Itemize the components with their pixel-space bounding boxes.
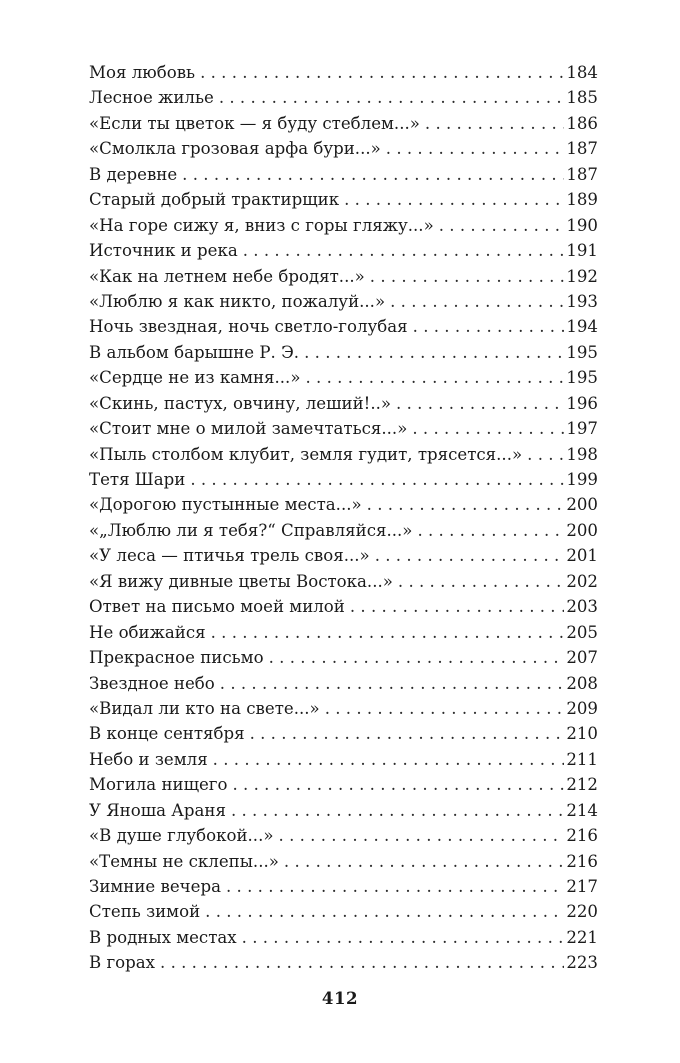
dot-leader [350, 594, 564, 619]
toc-entry-page: 202 [566, 571, 598, 591]
dot-leader [425, 111, 564, 136]
toc-entry [89, 492, 598, 517]
toc-entry [89, 950, 598, 975]
dot-leader [386, 136, 565, 161]
toc-entry [89, 85, 598, 110]
toc-entry [89, 594, 598, 619]
toc-entry [89, 747, 598, 772]
toc-entry-title: «Дорогою пустынные места...» [89, 495, 362, 515]
toc-entry-title: Степь зимой [89, 902, 201, 922]
dot-leader [243, 238, 565, 263]
dot-leader [160, 950, 564, 975]
dot-leader [396, 391, 564, 416]
toc-entry [89, 874, 598, 899]
dot-leader [325, 696, 565, 721]
dot-leader [269, 645, 565, 670]
toc-entry-title: «„Люблю ли я тебя?“ Справляйся...» [89, 520, 413, 540]
toc-entry [89, 213, 598, 238]
toc-entry-page: 210 [566, 724, 598, 744]
toc-entry-title: Небо и земля [89, 749, 208, 769]
toc-entry [89, 467, 598, 492]
toc-entry [89, 187, 598, 212]
dot-leader [304, 340, 564, 365]
toc-entry-title: «Пыль столбом клубит, земля гудит, трясется...» [89, 444, 523, 464]
toc-entry [89, 721, 598, 746]
toc-entry-title: «Если ты цветок — я буду стеблем...» [89, 113, 420, 133]
toc-entry-page: 214 [566, 800, 598, 820]
dot-leader [390, 289, 564, 314]
toc-entry-title: Ответ на письмо моей милой [89, 597, 345, 617]
toc-entry-page: 195 [566, 342, 598, 362]
toc-entry [89, 925, 598, 950]
table-of-contents [89, 60, 598, 976]
toc-entry-title: «Скинь, пастух, овчину, леший!..» [89, 393, 392, 413]
toc-entry-title: «Темны не склепы...» [89, 851, 279, 871]
toc-entry [89, 645, 598, 670]
dot-leader [219, 85, 564, 110]
dot-leader [242, 925, 565, 950]
toc-entry-title: Прекрасное письмо [89, 648, 264, 668]
toc-entry-page: 212 [566, 775, 598, 795]
toc-entry-page: 198 [566, 444, 598, 464]
toc-entry-title: Тетя Шари [89, 470, 186, 489]
toc-entry-title: Источник и река [89, 241, 238, 261]
toc-entry [89, 518, 598, 543]
dot-leader [211, 620, 565, 645]
toc-entry-page: 190 [566, 215, 598, 235]
toc-entry-page: 197 [566, 419, 598, 439]
toc-entry [89, 60, 598, 85]
toc-entry [89, 340, 598, 365]
dot-leader [213, 747, 565, 772]
toc-entry-page: 189 [566, 190, 598, 210]
toc-entry-page: 192 [566, 266, 598, 286]
toc-entry-page: 187 [566, 139, 598, 159]
toc-entry-title: В альбом барышне Р. Э. [89, 342, 300, 362]
toc-entry-page: 223 [566, 953, 598, 973]
toc-entry-title: Звездное небо [89, 673, 215, 693]
dot-leader [279, 823, 565, 848]
toc-entry-page: 203 [566, 597, 598, 617]
toc-entry [89, 671, 598, 696]
toc-entry-page: 195 [566, 368, 598, 388]
toc-entry-page: 187 [566, 164, 598, 184]
toc-entry [89, 823, 598, 848]
toc-entry [89, 416, 598, 441]
toc-entry-page: 201 [566, 546, 598, 566]
toc-entry [89, 569, 598, 594]
toc-entry-page: 220 [566, 902, 598, 922]
toc-entry [89, 391, 598, 416]
toc-entry-page: 199 [566, 470, 598, 489]
toc-entry-title: «Как на летнем небе бродят...» [89, 266, 365, 286]
toc-entry-title: «Люблю я как никто, пожалуй...» [89, 291, 386, 311]
dot-leader [306, 365, 565, 390]
toc-entry [89, 238, 598, 263]
toc-entry-title: «У леса — птичья трель своя...» [89, 546, 370, 566]
toc-entry-title: Зимние вечера [89, 877, 221, 896]
toc-entry-title: Могила нищего [89, 775, 228, 795]
toc-entry-title: «На горе сижу я, вниз с горы гляжу...» [89, 215, 434, 235]
toc-entry [89, 365, 598, 390]
toc-entry [89, 772, 598, 797]
dot-leader [439, 213, 565, 238]
dot-leader [527, 442, 564, 467]
toc-entry-page: 216 [566, 826, 598, 846]
toc-entry-page: 208 [566, 673, 598, 693]
toc-entry [89, 798, 598, 823]
dot-leader [231, 798, 564, 823]
toc-entry-title: В родных местах [89, 927, 237, 947]
dot-leader [417, 518, 564, 543]
toc-entry [89, 849, 598, 874]
toc-entry-title: «В душе глубокой...» [89, 826, 274, 846]
toc-entry-page: 184 [566, 63, 598, 82]
dot-leader [412, 416, 564, 441]
dot-leader [233, 772, 565, 797]
toc-entry-page: 211 [566, 749, 598, 769]
toc-entry [89, 162, 598, 187]
toc-entry-page: 185 [566, 88, 598, 108]
toc-entry-page: 196 [566, 393, 598, 413]
toc-entry-title: Лесное жилье [89, 88, 214, 108]
toc-entry-title: Не обижайся [89, 622, 206, 642]
toc-entry-title: «Стоит мне о милой замечтаться...» [89, 419, 408, 439]
toc-entry-page: 191 [566, 241, 598, 261]
toc-entry-title: Моя любовь [89, 63, 196, 82]
dot-leader [182, 162, 564, 187]
toc-entry [89, 111, 598, 136]
toc-entry-title: В деревне [89, 164, 178, 184]
dot-leader [284, 849, 564, 874]
toc-entry [89, 543, 598, 568]
toc-entry-title: Ночь звездная, ночь светло-голубая [89, 317, 408, 337]
toc-entry-page: 186 [566, 113, 598, 133]
toc-entry-title: «Смолкла грозовая арфа бури...» [89, 139, 381, 159]
toc-entry-title: У Яноша Араня [89, 800, 226, 820]
dot-leader [370, 264, 565, 289]
toc-entry-page: 217 [566, 877, 598, 896]
dot-leader [398, 569, 564, 594]
toc-entry [89, 136, 598, 161]
toc-entry-title: «Сердце не из камня...» [89, 368, 301, 388]
toc-entry [89, 620, 598, 645]
toc-entry-page: 207 [566, 648, 598, 668]
toc-entry [89, 314, 598, 339]
toc-entry [89, 899, 598, 924]
toc-entry-title: Старый добрый трактирщик [89, 190, 340, 210]
dot-leader [190, 467, 564, 492]
toc-entry-page: 193 [566, 291, 598, 311]
dot-leader [250, 721, 565, 746]
dot-leader [205, 899, 564, 924]
toc-entry-title: «Видал ли кто на свете...» [89, 698, 320, 718]
toc-entry-page: 200 [566, 495, 598, 515]
toc-entry-page: 194 [566, 317, 598, 337]
toc-entry-title: «Я вижу дивные цветы Востока...» [89, 571, 393, 591]
toc-entry [89, 264, 598, 289]
dot-leader [367, 492, 565, 517]
dot-leader [226, 874, 564, 899]
toc-entry-title: В конце сентября [89, 724, 245, 744]
toc-entry [89, 442, 598, 467]
toc-entry [89, 696, 598, 721]
toc-entry-page: 221 [566, 927, 598, 947]
dot-leader [344, 187, 564, 212]
dot-leader [375, 543, 565, 568]
toc-entry-page: 216 [566, 851, 598, 871]
dot-leader [413, 314, 565, 339]
page-number: 412 [321, 988, 359, 1008]
toc-entry-page: 200 [566, 520, 598, 540]
dot-leader [200, 60, 564, 85]
toc-entry-title: В горах [89, 953, 156, 973]
toc-entry-page: 205 [566, 622, 598, 642]
toc-entry [89, 289, 598, 314]
toc-entry-page: 209 [566, 698, 598, 718]
dot-leader [220, 671, 565, 696]
